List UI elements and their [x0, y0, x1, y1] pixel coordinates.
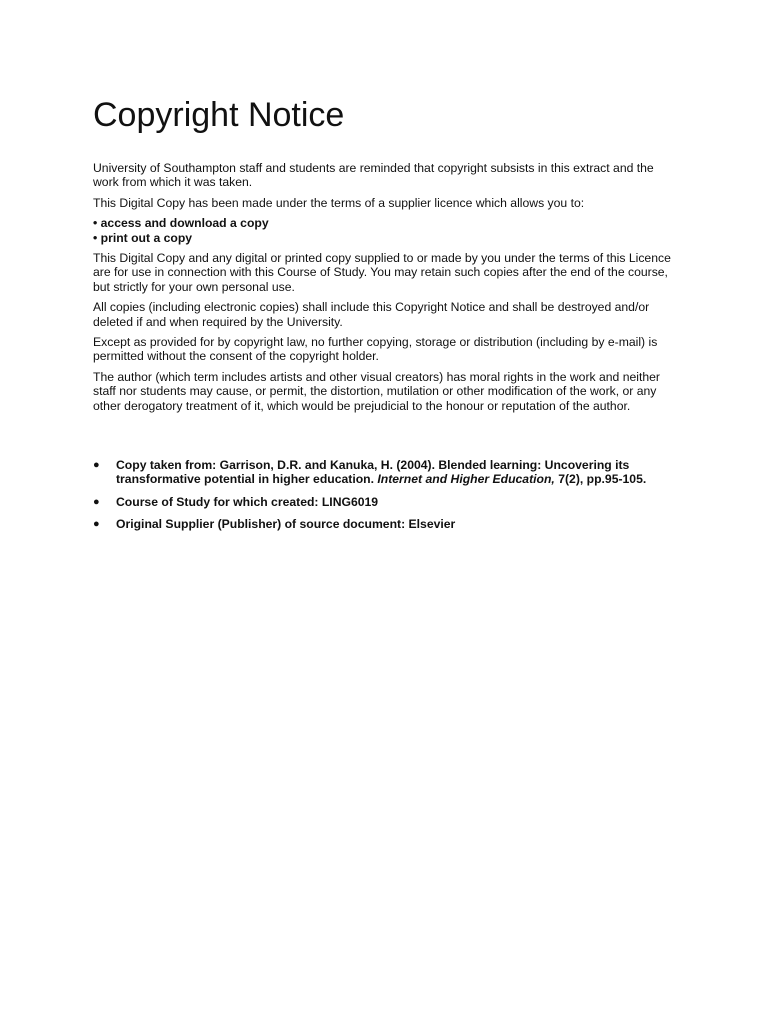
allowed-item-print: • print out a copy: [93, 230, 193, 245]
copy-source-citation: 7(2), pp.95-105.: [554, 472, 647, 487]
allowed-actions-list: [93, 216, 671, 245]
list-item-course: [93, 495, 671, 509]
copies-paragraph: All copies (including electronic copies) shall include this Copyright Notice and shall be destroyed and/or deleted if and when required by the University.: [93, 300, 650, 329]
copying-paragraph: Except as provided for by copyright law, no further copying, storage or distribution (including by e-mail) is permitted without the consent of the copyright holder.: [93, 335, 658, 364]
bullet-icon: ●: [93, 518, 100, 531]
reminder-paragraph: University of Southampton staff and students are reminded that copyright subsists in this extract and the work from which it was taken.: [93, 161, 654, 190]
usage-paragraph: This Digital Copy and any digital or printed copy supplied to or made by you under the terms of this Licence are for use in connection with this Course of Study. You may retain such copies after the end of the course, but strictly for your own personal use.: [93, 251, 671, 294]
bullet-icon: ●: [93, 495, 100, 508]
supplier-text: Original Supplier (Publisher) of source document: Elsevier: [116, 517, 456, 532]
course-text: Course of Study for which created: LING6019: [116, 494, 379, 509]
licence-paragraph: This Digital Copy has been made under the terms of a supplier licence which allows you to:: [93, 195, 585, 210]
bullet-icon: ●: [93, 459, 100, 471]
page-title: Copyright Notice: [93, 96, 345, 134]
notice-body: [93, 161, 671, 419]
source-details-list: [93, 458, 671, 540]
moral-rights-paragraph: The author (which term includes artists and other visual creators) has moral rights in the work and neither staff nor students may cause, or permit, the distortion, mutilation or other modification of the work, or any other derogatory treatment of it, which would be prejudicial to the honour or reputation of the author.: [93, 369, 660, 413]
journal-title: Internet and Higher Education,: [377, 472, 555, 487]
list-item-supplier: [93, 517, 671, 531]
copy-source-text: Copy taken from: Garrison, D.R. and Kanuka, H. (2004). Blended learning: Uncovering its transformative potential in higher education.: [116, 458, 630, 487]
allowed-item-download: • access and download a copy: [93, 216, 269, 231]
list-item-copy-source: [93, 458, 671, 487]
